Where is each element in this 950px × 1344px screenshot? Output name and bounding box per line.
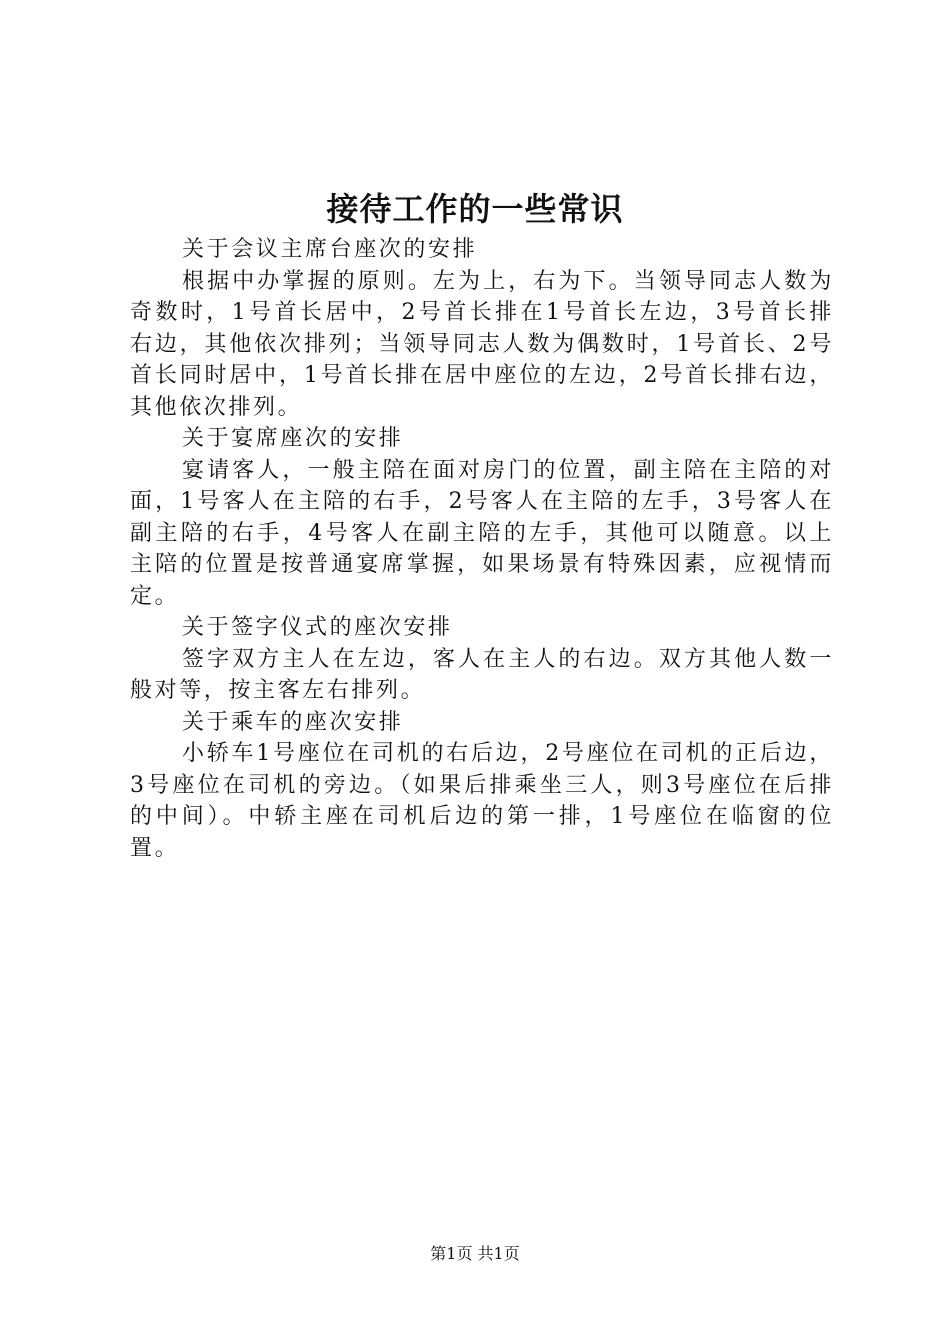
- paragraph-meeting-seating: 根据中办掌握的原则。左为上，右为下。当领导同志人数为奇数时，1号首长居中，2号首长排在1号首长左边，3号首长排右边，其他依次排列；当领导同志人数为偶数时，1号首长、2号首长同时居中，1号首长排在居中座位的左边，2号首长排右边，其他依次排列。: [130, 268, 834, 420]
- paragraph-signing-seating: 签字双方主人在左边，客人在主人的右边。双方其他人数一般对等，按主客左右排列。: [130, 646, 834, 703]
- heading-vehicle-seating: 关于乘车的座次安排: [182, 709, 404, 735]
- paragraph-banquet-seating: 宴请客人，一般主陪在面对房门的位置，副主陪在主陪的对面，1号客人在主陪的右手，2号客人在主陪的左手，3号客人在副主陪的右手，4号客人在副主陪的左手，其他可以随意。以上主陪的位置是按普通宴席掌握，如果场景有特殊因素，应视情而定。: [130, 457, 834, 609]
- heading-signing-seating: 关于签字仪式的座次安排: [182, 615, 453, 640]
- document-body: [130, 234, 834, 864]
- heading-meeting-seating: 关于会议主席台座次的安排: [182, 237, 478, 262]
- heading-banquet-seating: 关于宴席座次的安排: [182, 426, 404, 451]
- page-number-footer: 第1页 共1页: [430, 1244, 520, 1263]
- document-title: 接待工作的一些常识: [326, 190, 624, 228]
- paragraph-vehicle-seating: 小轿车1号座位在司机的右后边，2号座位在司机的正后边，3号座位在司机的旁边。（如果后排乘坐三人，则3号座位在后排的中间）。中轿主座在司机后边的第一排，1号座位在临窗的位置。: [130, 741, 834, 861]
